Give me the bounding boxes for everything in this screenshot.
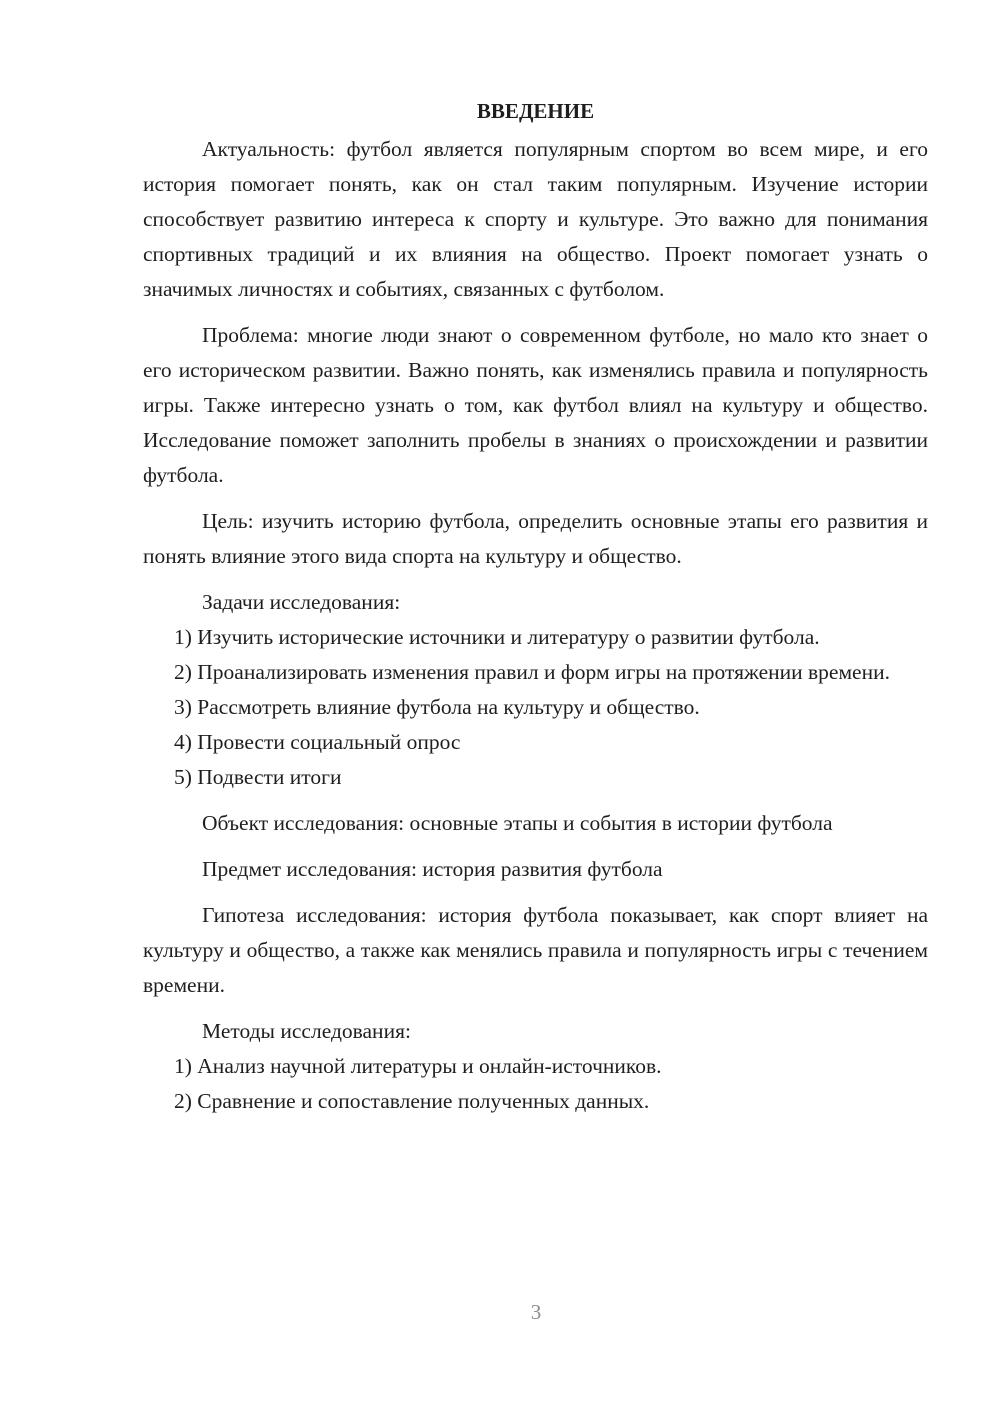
task-item: 5) Подвести итоги — [174, 765, 342, 789]
object-paragraph: Объект исследования: основные этапы и события в истории футбола — [202, 811, 833, 835]
methods-heading: Методы исследования: — [202, 1019, 411, 1043]
task-item: 1) Изучить исторические источники и литературу о развитии футбола. — [174, 625, 820, 649]
page-number: 3 — [530, 1300, 542, 1324]
task-item: 2) Проанализировать изменения правил и форм игры на протяжении времени. — [174, 660, 890, 684]
section-heading: ВВЕДЕНИЕ — [476, 99, 595, 123]
page-content — [143, 96, 928, 1119]
subject-paragraph: Предмет исследования: история развития футбола — [202, 857, 663, 881]
goal-paragraph: Цель: изучить историю футбола, определить основные этапы его развития и понять влияние этого вида спорта на культуру и общество. — [143, 509, 928, 568]
task-item: 4) Провести социальный опрос — [174, 730, 461, 754]
tasks-heading: Задачи исследования: — [202, 590, 401, 614]
hypothesis-paragraph: Гипотеза исследования: история футбола показывает, как спорт влияет на культуру и общество, а также как менялись правила и популярность игры с течением времени. — [143, 903, 928, 997]
task-item: 3) Рассмотреть влияние футбола на культуру и общество. — [174, 695, 700, 719]
method-item: 2) Сравнение и сопоставление полученных данных. — [174, 1089, 650, 1113]
relevance-paragraph: Актуальность: футбол является популярным спортом во всем мире, и его история помогает понять, как он стал таким популярным. Изучение истории способствует развитию интереса к спорту и культуре. Это важно для понимания спортивных традиций и их влияния на общество. Проект помогает узнать о значимых личностях и событиях, связанных с футболом. — [143, 137, 928, 301]
method-item: 1) Анализ научной литературы и онлайн-источников. — [174, 1054, 662, 1078]
problem-paragraph: Проблема: многие люди знают о современном футболе, но мало кто знает о его историческом развитии. Важно понять, как изменялись правила и популярность игры. Также интересно узнать о том, как футбол влиял на культуру и общество. Исследование поможет заполнить пробелы в знаниях о происхождении и развитии футбола. — [143, 323, 928, 487]
